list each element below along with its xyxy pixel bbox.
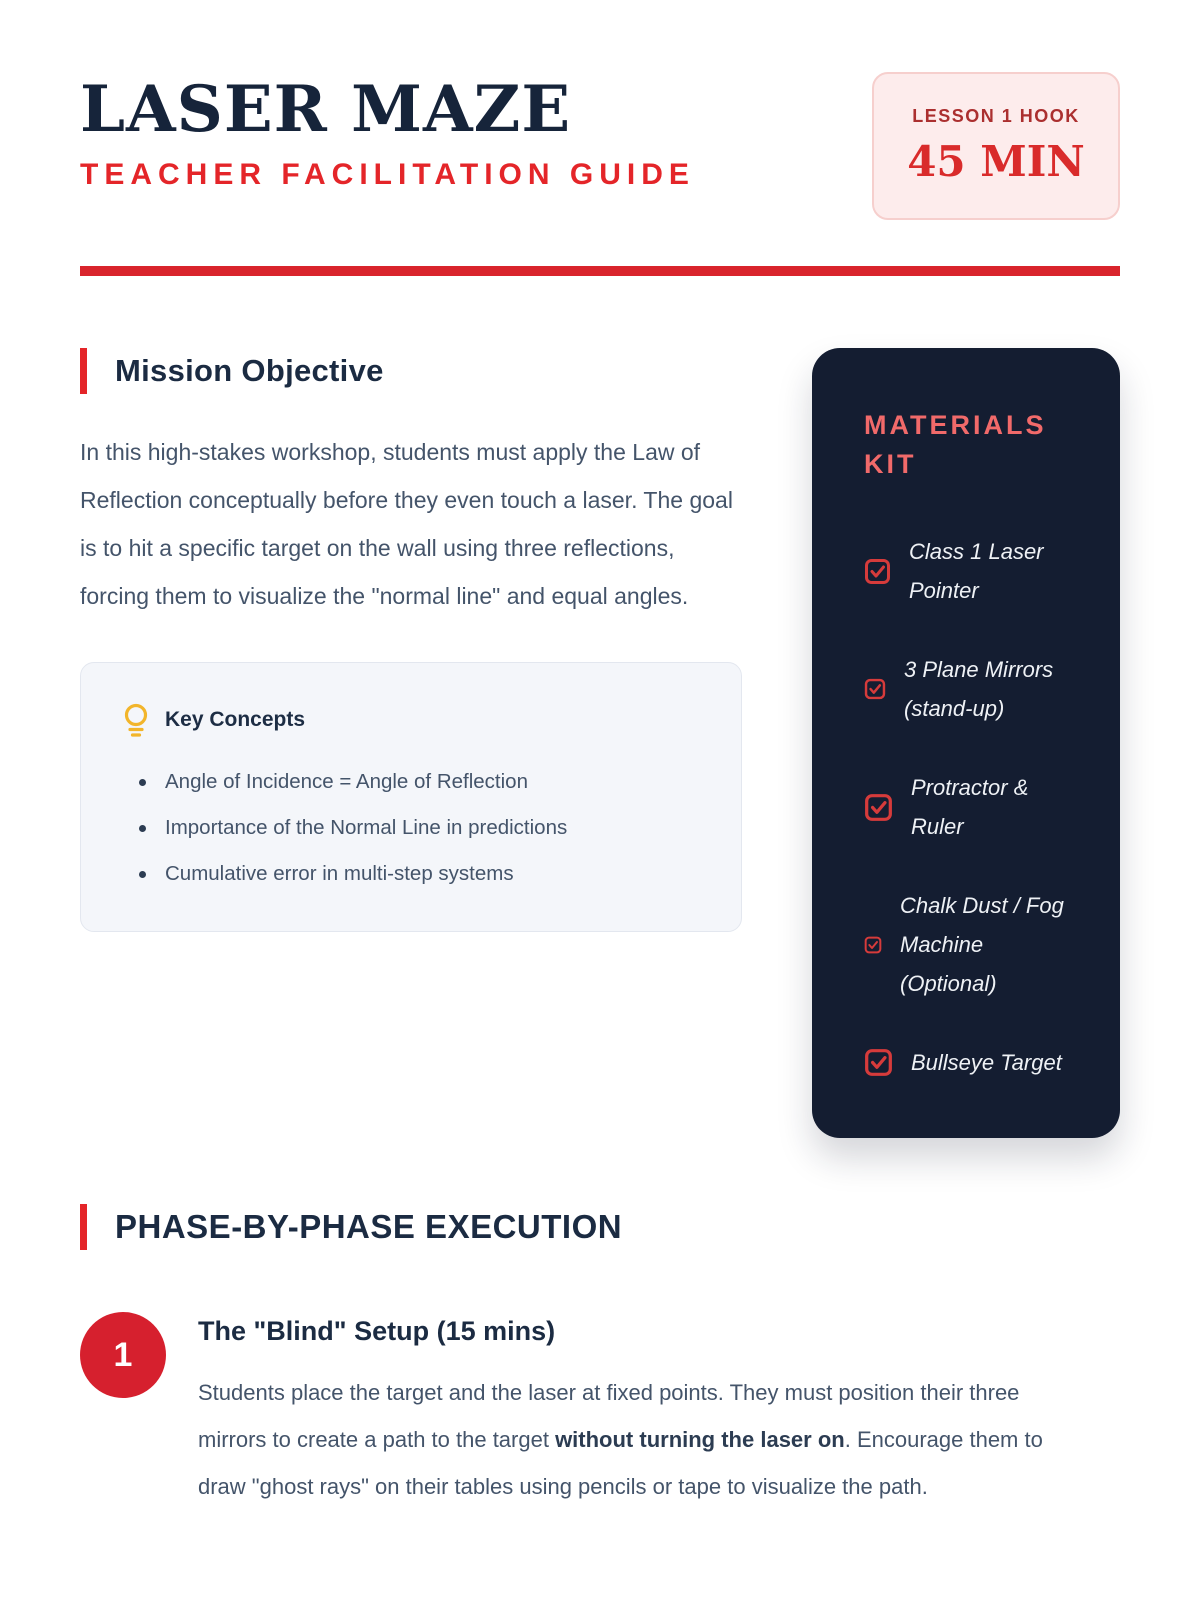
page-title: LASER MAZE xyxy=(80,72,572,147)
phase-body-post: . Encourage them to draw "ghost rays" on their tables using pencils or tape to visualize the path. xyxy=(198,1427,1043,1500)
mission-heading: Mission Objective xyxy=(115,353,384,388)
key-concepts-list xyxy=(123,759,699,897)
lightbulb-icon xyxy=(123,703,149,737)
main-columns xyxy=(80,348,1120,1138)
phase-heading-row xyxy=(80,1204,1120,1250)
key-concepts-heading: Key Concepts xyxy=(165,708,306,731)
material-item xyxy=(864,768,1080,846)
phase-title: The "Blind" Setup (15 mins) xyxy=(198,1316,556,1347)
material-label: 3 Plane Mirrors (stand-up) xyxy=(904,657,1054,722)
header-divider xyxy=(80,266,1120,276)
materials-kit-heading: MATERIALS KIT xyxy=(864,410,1047,480)
phase-body-text xyxy=(198,1369,1078,1510)
key-concept-item: Importance of the Normal Line in predictions xyxy=(123,805,699,851)
material-item xyxy=(864,532,1080,610)
heading-accent-bar xyxy=(80,348,87,394)
lesson-badge-label: LESSON 1 HOOK xyxy=(912,106,1080,126)
material-label: Bullseye Target xyxy=(911,1050,1062,1076)
material-item xyxy=(864,650,1080,728)
phase-section-heading: PHASE-BY-PHASE EXECUTION xyxy=(115,1208,623,1246)
materials-kit-panel xyxy=(812,348,1120,1138)
phase-section xyxy=(80,1204,1120,1510)
checkbox-checked-icon xyxy=(864,936,882,954)
material-item xyxy=(864,886,1080,1003)
page-subtitle: TEACHER FACILITATION GUIDE xyxy=(80,158,695,191)
mission-body-text: In this high-stakes workshop, students must apply the Law of Reflection conceptually before they even touch a laser. The goal is to hit a specific target on the wall using three reflections, forcing them to visualize the "normal line" and equal angles. xyxy=(80,439,733,609)
material-label: Class 1 Laser Pointer xyxy=(909,539,1044,604)
phase-body-pre: Students place the target and the laser at fixed points. They must position their three mirrors to create a path to the target xyxy=(198,1380,1020,1453)
checkbox-checked-icon xyxy=(864,558,891,585)
checkbox-checked-icon xyxy=(864,678,886,700)
phase-body-bold: without turning the laser on xyxy=(555,1427,845,1453)
mission-column xyxy=(80,348,742,932)
key-concept-item: Angle of Incidence = Angle of Reflection xyxy=(123,759,699,805)
key-concept-item: Cumulative error in multi-step systems xyxy=(123,851,699,897)
lesson-badge-duration: 45 MIN xyxy=(907,137,1085,186)
title-block xyxy=(80,70,695,192)
materials-list xyxy=(864,532,1080,1082)
checkbox-checked-icon xyxy=(864,793,893,822)
key-concepts-header xyxy=(123,703,699,737)
phase-number-badge: 1 xyxy=(80,1312,166,1398)
phase-item-1 xyxy=(80,1312,1120,1510)
phase-content xyxy=(198,1312,1078,1510)
material-item xyxy=(864,1043,1080,1082)
material-label: Protractor & Ruler xyxy=(911,775,1029,840)
page-header xyxy=(80,70,1120,220)
material-label: Chalk Dust / Fog Machine (Optional) xyxy=(900,893,1064,997)
mission-heading-row xyxy=(80,348,742,394)
heading-accent-bar xyxy=(80,1204,87,1250)
lesson-duration-badge xyxy=(872,72,1120,220)
key-concepts-box xyxy=(80,662,742,932)
checkbox-checked-icon xyxy=(864,1048,893,1077)
